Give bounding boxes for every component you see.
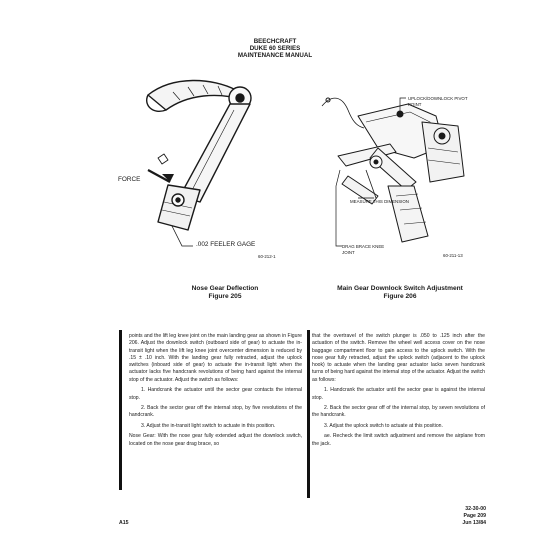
body-column-right: [312, 333, 485, 451]
right-caption-title: Main Gear Downlock Switch Adjustment: [337, 285, 463, 292]
paragraph: 1. Handcrank the actuator until the sector gear contacts the internal stop.: [129, 387, 302, 401]
page-footer: [430, 506, 486, 527]
left-figure-ref: 60-212-1: [258, 254, 276, 259]
nose-gear-deflection-drawing: [118, 70, 318, 270]
paragraph: 3. Adjust the uplock switch to actuate at this position.: [324, 422, 443, 429]
left-figure-caption: [150, 285, 300, 301]
header-brand: BEECHCRAFT: [253, 38, 297, 45]
section-number: 32-30-00: [465, 506, 486, 512]
right-figure-ref: 60-211-13: [443, 253, 463, 258]
left-caption-number: Figure 205: [208, 293, 242, 300]
paragraph: 1. Handcrank the actuator until the sector gear is against the internal stop.: [312, 387, 485, 401]
feeler-gage-label: .002 FEELER GAGE: [196, 241, 256, 248]
main-gear-downlock-drawing: [318, 86, 468, 256]
change-bar-right: [307, 330, 310, 498]
change-bar-left: [119, 330, 122, 490]
manual-header: [0, 38, 550, 59]
paragraph: points and the lift leg knee joint on the main landing gear as shown in Figure 206. Adjust the downlock switch (outboard side of gear) to actuate the in-transit light when the lift leg knee joint overcenter dimension is reduced by .15 ± .10 inch. With the landing gear fully retracted, adjust the uplock switches (inboard side of gear) to actuate the in-transit light when the actuator lacks five handcrank revolutions of being hard against the internal stop of the actuator. Adjust the switch as follows:: [129, 333, 302, 383]
paragraph: ae. Recheck the limit switch adjustment and remove the airplane from the jack.: [312, 433, 485, 447]
paragraph: 2. Back the sector gear off the internal stop, by five revolutions of the handcrank.: [129, 405, 302, 419]
revision-date: Jun 13/84: [462, 520, 486, 526]
page-code: A15: [119, 520, 129, 526]
right-figure-caption: [305, 285, 495, 301]
right-caption-number: Figure 206: [383, 293, 417, 300]
left-caption-title: Nose Gear Deflection: [191, 285, 259, 292]
pivot-point-label: UPLOCK/DOWNLOCK PIVOT POINT: [408, 96, 468, 107]
paragraph: 3. Adjust the in-transit light switch to actuate in this position.: [141, 422, 276, 429]
page-number: Page 209: [463, 513, 486, 519]
drag-brace-label: DRAG BRACE KNEE JOINT: [342, 244, 385, 255]
paragraph: that the overtravel of the switch plunger is .050 to .125 inch after the actuation of the switch. Remove the wheel well access cover on the nose baggage compartment floor to gain access to the uplock switch. With the nose gear fully retracted, adjust the uplock switch (adjacent to the uplock hook) to actuate when the landing gear actuator lacks seven handcrank turns of being hard against the internal stop of the actuator. Adjust the switch as follows:: [312, 333, 485, 383]
paragraph: 2. Back the sector gear off of the internal stop, by seven revolutions of the handcrank.: [312, 405, 485, 419]
measure-dimension-label: MEASURE THIS DIMENSION: [350, 199, 409, 204]
header-title: MAINTENANCE MANUAL: [237, 52, 313, 59]
header-series: DUKE 60 SERIES: [249, 45, 301, 52]
body-column-left: [129, 333, 302, 451]
force-label: FORCE: [118, 176, 141, 183]
paragraph: Nose Gear: With the nose gear fully extended adjust the downlock switch, located on the nose gear drag brace, so: [129, 433, 302, 447]
